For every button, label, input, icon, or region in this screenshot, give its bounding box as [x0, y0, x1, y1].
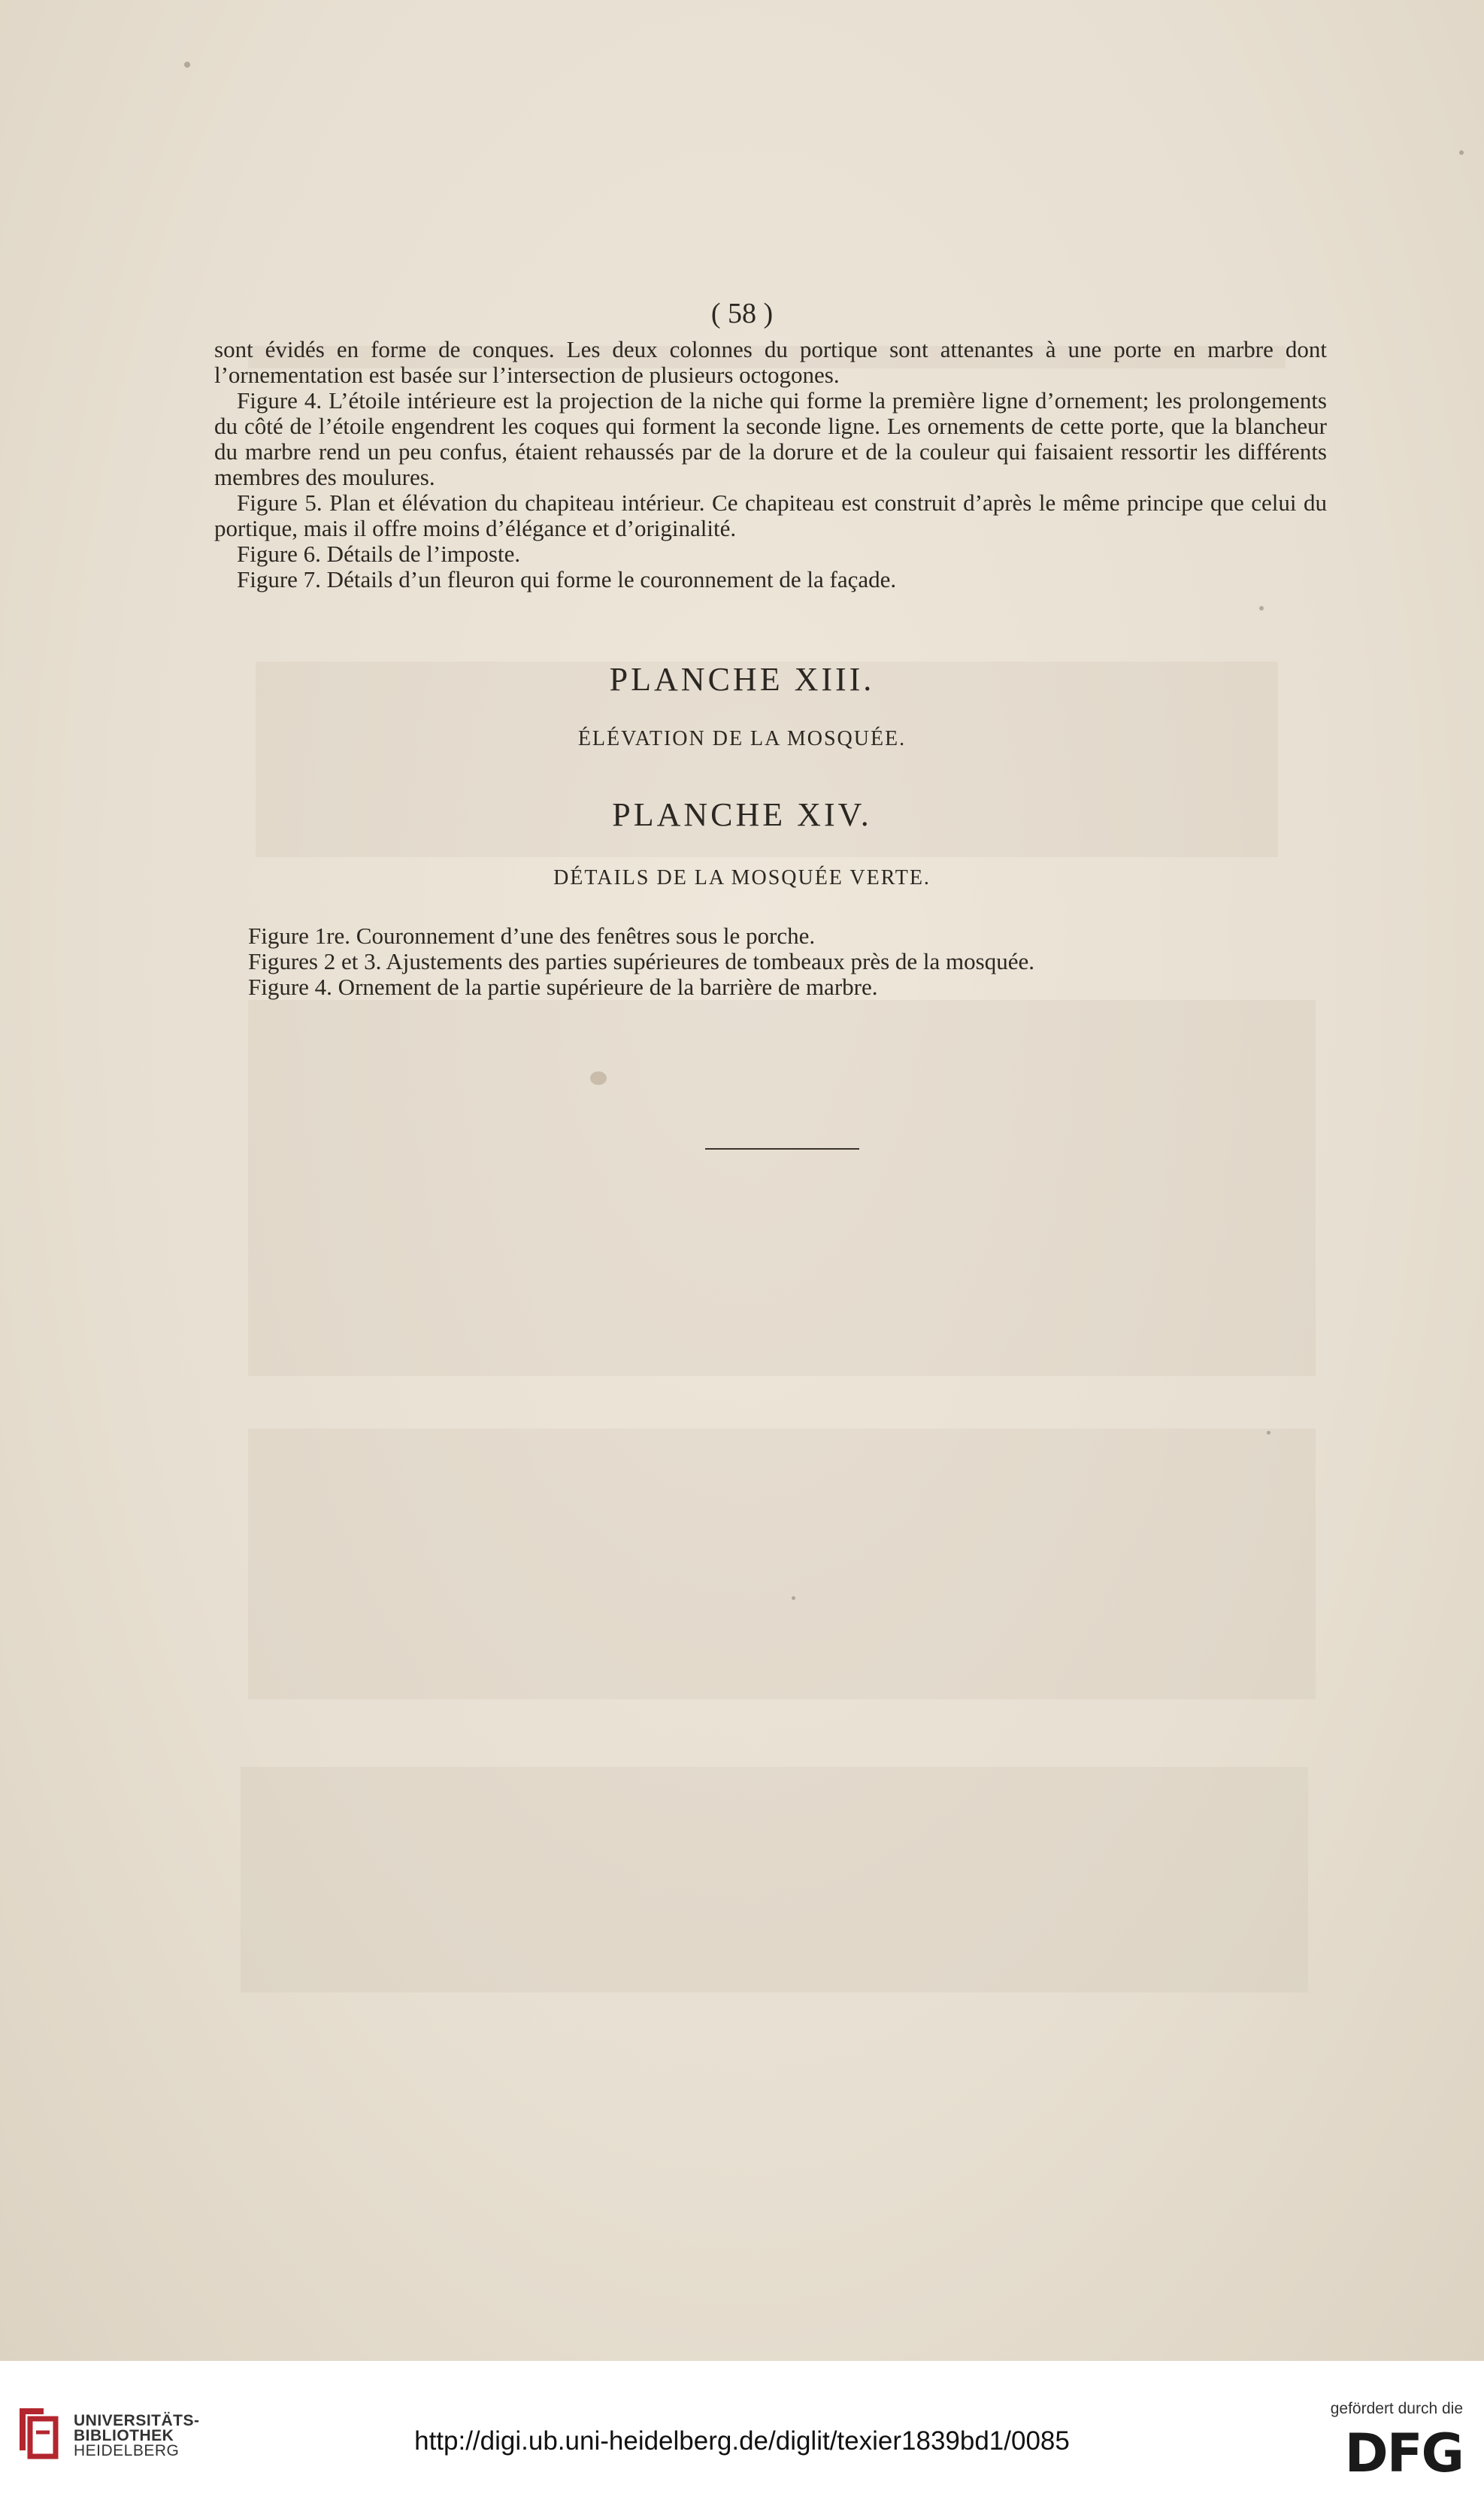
- paragraph: Figure 7. Détails d’un fleuron qui forme le couronnement de la façade.: [237, 566, 897, 592]
- figure-entry: Figures 2 et 3. Ajustements des parties supérieures de tombeaux près de la mosquée.: [248, 948, 1034, 974]
- paragraph: Figure 6. Détails de l’imposte.: [237, 541, 521, 567]
- library-name-line: BIBLIOTHEK: [74, 2427, 174, 2444]
- library-name-line: UNIVERSITÄTS-: [74, 2412, 200, 2429]
- page-number: ( 58 ): [710, 298, 774, 329]
- paper-speck: [1267, 1431, 1270, 1435]
- bleed-through-text: [248, 1429, 1316, 1699]
- section-divider: [705, 1148, 859, 1150]
- figure-entry: Figure 4. Ornement de la partie supérieure de la barrière de marbre.: [248, 974, 878, 1000]
- paragraph: Figure 4. L’étoile intérieure est la projection de la niche qui forme la première ligne d’ornement; les prolongements du côté de l’étoile engendrent les coques qui forment la seconde ligne. Les ornements de cette porte, que la blancheur du marbre rend un peu confus, étaient rehaussés par de la dorure et de la couleur qui faisaient ressortir les différents membres des moulures.: [214, 387, 1327, 490]
- figure-list: [248, 923, 1075, 1000]
- permalink-url[interactable]: http://digi.ub.uni-heidelberg.de/diglit/texier1839bd1/0085: [414, 2426, 1070, 2456]
- funding-caption: gefördert durch die: [1330, 2400, 1463, 2417]
- paragraph: sont évidés en forme de conques. Les deux colonnes du portique sont attenantes à une porte en marbre dont l’ornementation est basée sur l’intersection de plusieurs octogones.: [214, 336, 1327, 388]
- figure-entry: Figure 1re. Couronnement d’une des fenêtres sous le porche.: [248, 923, 816, 949]
- paper-speck: [1459, 150, 1464, 155]
- library-name-line: HEIDELBERG: [74, 2442, 180, 2459]
- plate-title: PLANCHE XIV.: [612, 796, 872, 833]
- dfg-logo[interactable]: DFG: [1344, 2423, 1463, 2484]
- plate-subtitle: ÉLÉVATION DE LA MOSQUÉE.: [577, 727, 907, 750]
- plate-subtitle: DÉTAILS DE LA MOSQUÉE VERTE.: [553, 866, 931, 889]
- viewer-footer: [0, 2361, 1484, 2503]
- paragraph: Figure 5. Plan et élévation du chapiteau intérieur. Ce chapiteau est construit d’après le même principe que celui du portique, mais il offre moins d’élégance et d’originalité.: [214, 489, 1327, 541]
- paper-speck: [590, 1071, 607, 1085]
- paper-speck: [1259, 606, 1264, 611]
- paper-speck: [792, 1596, 795, 1600]
- body-text: [214, 337, 1327, 592]
- bleed-through-text: [248, 1000, 1316, 1376]
- plate-title: PLANCHE XIII.: [609, 661, 875, 698]
- bleed-through-text: [241, 1767, 1308, 1992]
- paper-speck: [184, 62, 190, 68]
